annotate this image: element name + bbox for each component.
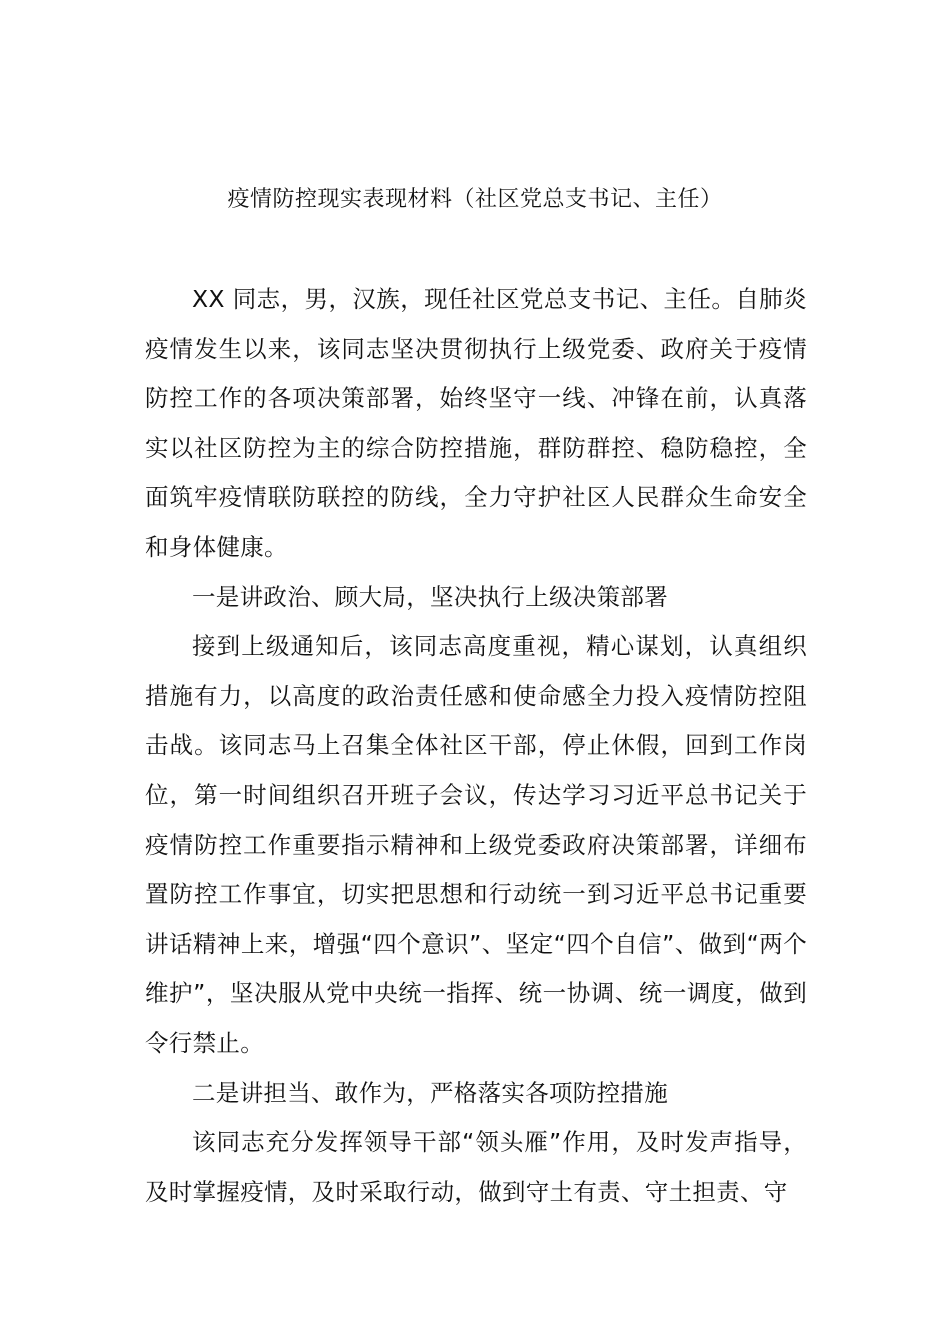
document-title: 疫情防控现实表现材料（社区党总支书记、主任）	[227, 187, 723, 212]
paragraph-intro: XX 同志，男，汉族，现任社区党总支书记、主任。自肺炎疫情发生以来，该同志坚决贯彻执行上级党委、政府关于疫情防控工作的各项决策部署，始终坚守一线、冲锋在前，认真落实以社区防控为主的综合防控措施，群防群控、稳防稳控，全面筑牢疫情联防联控的防线，全力守护社区人民群众生命安全和身体健康。	[145, 285, 807, 561]
section-heading-1: 一是讲政治、顾大局，坚决执行上级决策部署	[192, 582, 668, 611]
paragraph-section-2: 该同志充分发挥领导干部“领头雁”作用，及时发声指导，及时掌握疫情，及时采取行动，做到守土有责、守土担责、守	[145, 1128, 807, 1206]
section-heading-2: 二是讲担当、敢作为，严格落实各项防控措施	[192, 1078, 668, 1107]
document-body	[145, 275, 807, 1217]
paragraph-section-1: 接到上级通知后，该同志高度重视，精心谋划，认真组织 措施有力，以高度的政治责任感和使命感全力投入疫情防控阻击战。该同志马上召集全体社区干部，停止休假，回到工作岗位，第一时间组织召开班子会议，传达学习习近平总书记关于疫情防控工作重要指示精神和上级党委政府决策部署，详细布置防控工作事宜，切实把思想和行动统一到习近平总书记重要讲话精神上来，增强“四个意识”、坚定“四个自信”、做到“两个维护”，坚决服从党中央统一指挥、统一协调、统一调度，做到令行禁止。	[145, 632, 807, 1057]
